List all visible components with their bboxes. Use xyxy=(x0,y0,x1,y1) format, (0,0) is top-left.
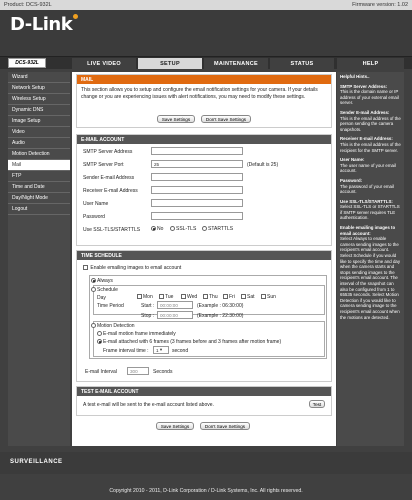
day-sat-checkbox[interactable]: Sat xyxy=(241,294,255,300)
use-ssl-label: Use SSL-TLS/STARTTLS xyxy=(83,227,141,233)
sidebar-item-wizard[interactable]: Wizard xyxy=(8,72,70,83)
radio-icon xyxy=(151,226,156,231)
smtp-server-label: SMTP Server Address xyxy=(83,149,133,155)
checkbox-icon xyxy=(223,294,228,299)
sidebar-item-time-and-date[interactable]: Time and Date xyxy=(8,182,70,193)
help-text-sender: This is the email address of the person sending the camera snapshots. xyxy=(340,115,401,132)
help-heading-ssl: Use SSL-TLS/STARTTLS: xyxy=(340,198,393,204)
frame-interval-select[interactable]: 1 ▾ xyxy=(153,346,169,354)
sender-email-label: Sender E-mail Address xyxy=(83,175,135,181)
sidebar-item-image-setup[interactable]: Image Setup xyxy=(8,116,70,127)
sidebar-item-day-night-mode[interactable]: Day/Night Mode xyxy=(8,193,70,204)
day-mon-checkbox[interactable]: Mon xyxy=(137,294,153,300)
start-example: (Example : 06:30:00) xyxy=(197,303,244,309)
radio-icon xyxy=(202,226,207,231)
frame-interval-label: Frame interval time : xyxy=(103,348,149,354)
firmware-label: Firmware version: 1.02 xyxy=(352,2,408,8)
help-text-receiver: This is the email address of the recipient for the SMTP server. xyxy=(340,141,401,153)
enable-emailing-checkbox[interactable]: Enable emailing images to email account xyxy=(83,265,181,271)
sidebar-item-logout[interactable]: Logout xyxy=(8,204,70,215)
smtp-server-input[interactable] xyxy=(151,147,243,155)
sidebar-item-network-setup[interactable]: Network Setup xyxy=(8,83,70,94)
checkbox-icon xyxy=(241,294,246,299)
smtp-port-label: SMTP Server Port xyxy=(83,162,124,168)
day-thu-checkbox[interactable]: Thu xyxy=(203,294,218,300)
schedule-subbox xyxy=(93,285,325,315)
smtp-port-note: (Default is 25) xyxy=(247,162,279,168)
ssl-no-radio[interactable]: No xyxy=(151,226,163,232)
top-info-bar xyxy=(0,0,412,10)
motion-frame-immediately-radio[interactable]: E-mail motion frame immediately xyxy=(97,331,176,337)
tab-status[interactable]: STATUS xyxy=(270,58,334,69)
day-fri-checkbox[interactable]: Fri xyxy=(223,294,235,300)
sidebar-item-audio[interactable]: Audio xyxy=(8,138,70,149)
help-text-ssl: Select SSL-TLS or STARTTLS if SMTP server requires TLE authentication. xyxy=(340,204,400,221)
email-interval-unit: Seconds xyxy=(153,369,173,375)
sidebar-item-ftp[interactable]: FTP xyxy=(8,171,70,182)
save-settings-button[interactable]: Save Settings xyxy=(157,115,195,123)
email-account-section xyxy=(76,134,332,246)
ssl-tls-radio[interactable]: SSL-TLS xyxy=(170,226,196,232)
sidebar xyxy=(8,72,70,446)
bottom-dont-save-settings-button[interactable]: Don't Save Settings xyxy=(200,422,250,430)
start-label: Start : xyxy=(141,303,155,309)
password-input[interactable] xyxy=(151,212,243,220)
day-wed-checkbox[interactable]: Wed xyxy=(181,294,197,300)
radio-icon xyxy=(91,287,96,292)
tab-setup[interactable]: SETUP xyxy=(138,58,202,69)
sidebar-item-dynamic-dns[interactable]: Dynamic DNS xyxy=(8,105,70,116)
help-heading-username: User Name: xyxy=(340,157,365,163)
help-text-smtp: This is the domain name or IP address of your external email server. xyxy=(340,89,399,106)
checkbox-icon xyxy=(203,294,208,299)
email-account-title: E-MAIL ACCOUNT xyxy=(77,135,331,144)
test-email-description: A test e-mail will be sent to the e-mail account listed above. xyxy=(83,402,214,408)
tab-maintenance[interactable]: MAINTENANCE xyxy=(204,58,268,69)
stop-time-input[interactable]: 00:00:00 xyxy=(157,311,193,319)
sidebar-item-wireless-setup[interactable]: Wireless Setup xyxy=(8,94,70,105)
radio-icon xyxy=(97,331,102,336)
dlink-logo: D-Link xyxy=(10,14,78,35)
test-email-title: TEST E-MAIL ACCOUNT xyxy=(77,387,331,396)
radio-icon xyxy=(91,323,96,328)
day-sun-checkbox[interactable]: Sun xyxy=(261,294,276,300)
bottom-save-settings-button[interactable]: Save Settings xyxy=(156,422,194,430)
username-input[interactable] xyxy=(151,199,243,207)
sidebar-item-mail[interactable]: Mail xyxy=(8,160,70,171)
sidebar-item-motion-detection[interactable]: Motion Detection xyxy=(8,149,70,160)
test-button[interactable]: Test xyxy=(309,400,325,408)
tab-help[interactable]: HELP xyxy=(337,58,404,69)
motion-six-frames-radio[interactable]: E-mail attached with 6 frames (3 frames before and 3 frames after motion frame) xyxy=(97,339,281,345)
time-schedule-section xyxy=(76,250,332,382)
model-badge: DCS-932L xyxy=(8,58,46,68)
help-heading-smtp: SMTP Server Address: xyxy=(340,83,388,89)
checkbox-icon xyxy=(181,294,186,299)
radio-icon xyxy=(170,226,175,231)
product-label: Product: DCS-932L xyxy=(4,2,52,8)
checkbox-icon xyxy=(137,294,142,299)
sidebar-item-video[interactable]: Video xyxy=(8,127,70,138)
help-heading-password: Password: xyxy=(340,177,363,183)
sender-email-input[interactable] xyxy=(151,173,243,181)
email-interval-label: E-mail Interval xyxy=(85,369,117,375)
start-time-input[interactable]: 00:00:00 xyxy=(157,301,193,309)
receiver-email-label: Receiver E-mail Address xyxy=(83,188,138,194)
password-label: Password xyxy=(83,214,105,220)
surveillance-logo: SURVEILLANCE xyxy=(10,459,63,465)
checkbox-icon xyxy=(83,265,88,270)
mail-section xyxy=(76,74,332,128)
help-title: Helpful Hints.. xyxy=(340,74,370,79)
email-interval-input[interactable]: 300 xyxy=(127,367,149,375)
always-radio[interactable]: Always xyxy=(91,278,113,284)
frame-interval-unit: second xyxy=(172,348,189,354)
main-content xyxy=(72,72,336,446)
help-text-password: The password of your email account. xyxy=(340,183,394,195)
mail-description: This section allows you to setup and configure the email notification settings for your camera. If your details change or you are experiencing issues with alert notifications, you may need to modify these settings. xyxy=(77,84,331,103)
test-email-section xyxy=(76,386,332,416)
checkbox-icon xyxy=(159,294,164,299)
day-label: Day xyxy=(97,295,106,301)
smtp-port-input[interactable]: 25 xyxy=(151,160,243,168)
stop-label: Stop : xyxy=(141,313,155,319)
stop-example: (Example : 22:30:00) xyxy=(197,313,244,319)
help-heading-sender: Sender E-mail Address: xyxy=(340,109,390,115)
day-tue-checkbox[interactable]: Tue xyxy=(159,294,173,300)
time-period-label: Time Period xyxy=(97,303,124,309)
tab-live-video[interactable]: LIVE VIDEO xyxy=(72,58,136,69)
help-text-username: The user name of your email account. xyxy=(340,162,396,174)
checkbox-icon xyxy=(261,294,266,299)
receiver-email-input[interactable] xyxy=(151,186,243,194)
mail-title: MAIL xyxy=(77,75,331,84)
help-text-enable-emailing: Select Always to enable camera sending images to the recipient's email account. Select Schedule if you would like to specify the time and day when the camera starts and stops sending images to the recipient's email account. The interval of the snapshot can also be configured from 1 to 65535 seconds. Select Motion Detection if you would like to camera sending image to the recipient's email account when the motions are detected. xyxy=(340,236,401,320)
radio-icon xyxy=(97,339,102,344)
username-label: User Name xyxy=(83,201,109,207)
help-heading-enable-emailing: Enable emailing images to email account: xyxy=(340,225,396,236)
help-panel xyxy=(337,72,404,446)
dont-save-settings-button[interactable]: Don't Save Settings xyxy=(201,115,251,123)
starttls-radio[interactable]: STARTTLS xyxy=(202,226,233,232)
copyright-text: Copyright 2010 - 2011, D-Link Corporation / D-Link Systems, Inc. All rights reserved. xyxy=(109,488,303,494)
help-heading-receiver: Receiver E-mail Address: xyxy=(340,136,393,142)
radio-icon xyxy=(91,278,96,283)
motion-detection-radio[interactable]: Motion Detection xyxy=(91,323,135,329)
time-schedule-title: TIME SCHEDULE xyxy=(77,251,331,260)
schedule-radio[interactable]: Schedule xyxy=(91,287,118,293)
